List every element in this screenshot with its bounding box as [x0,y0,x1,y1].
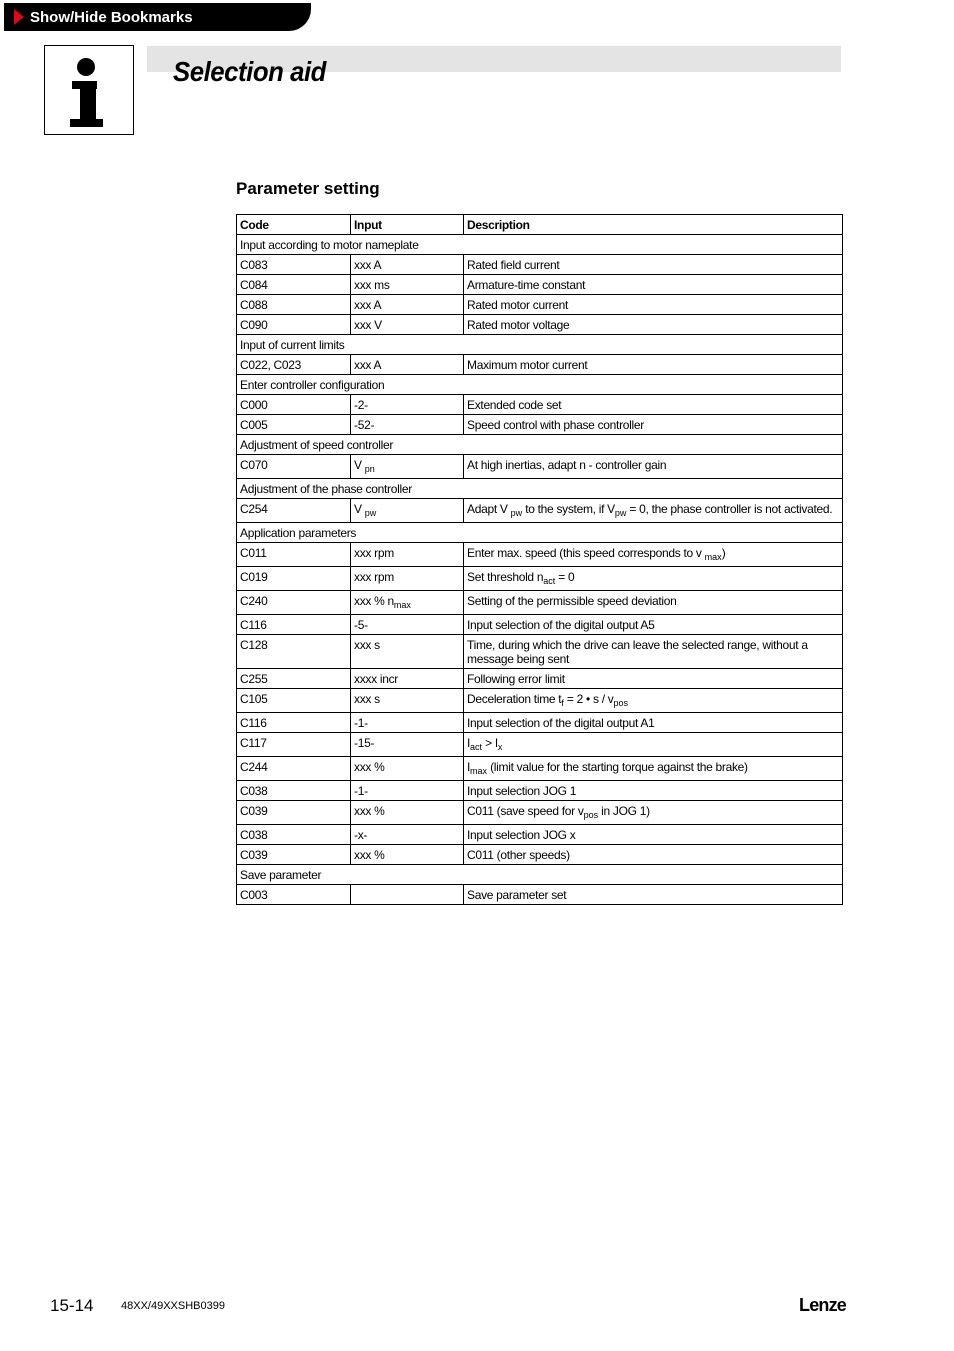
group-label: Application parameters [237,523,843,543]
cell-text: ) [721,546,726,560]
table-group-row [237,523,843,543]
cell-text: Save parameter set [467,888,567,902]
table-row [237,689,843,713]
cell-description [464,689,843,713]
cell-text: Input selection of the digital output A5 [467,618,655,632]
cell-text: xxx V [354,318,382,332]
table-row [237,543,843,567]
cell-input [351,455,464,479]
cell-code: C128 [237,635,351,669]
parameter-table [236,214,843,905]
table-row [237,845,843,865]
table-row [237,567,843,591]
cell-code: C039 [237,801,351,825]
cell-description [464,591,843,615]
subscript: pw [364,508,377,518]
cell-code: C005 [237,415,351,435]
document-id: 48XX/49XXSHB0399 [121,1300,225,1312]
cell-text: Input selection of the digital output A1 [467,716,655,730]
group-label: Save parameter [237,865,843,885]
cell-text: = 2 • s / v [563,692,614,706]
subscript: act [543,576,556,586]
cell-text: Rated field current [467,258,560,272]
cell-description [464,885,843,905]
cell-input [351,591,464,615]
cell-text: to the system, if V [522,502,615,516]
subscript: pos [613,698,628,708]
cell-code: C116 [237,615,351,635]
cell-text: xxx % [354,804,385,818]
table-group-row [237,375,843,395]
cell-text: xxx rpm [354,546,394,560]
cell-description [464,275,843,295]
column-header-code: Code [237,215,351,235]
table-group-row [237,235,843,255]
cell-description [464,635,843,669]
table-row [237,669,843,689]
cell-text: Enter max. speed (this speed corresponds to v [467,546,705,560]
cell-text: C011 (save speed for v [467,804,584,818]
cell-input [351,275,464,295]
cell-text: Adapt V [467,502,511,516]
cell-text: xxx % [354,848,385,862]
cell-text: = 0, the phase controller is not activated. [626,502,833,516]
cell-text: V [354,458,365,472]
cell-text: Armature-time constant [467,278,586,292]
group-label: Adjustment of speed controller [237,435,843,455]
cell-input [351,499,464,523]
table-row [237,395,843,415]
cell-text: -5- [354,618,368,632]
cell-text: At high inertias, adapt n - controller gain [467,458,667,472]
cell-text: I [467,736,471,750]
cell-text: xxx s [354,692,380,706]
cell-text: Setting of the permissible speed deviation [467,594,677,608]
cell-description [464,615,843,635]
cell-description [464,757,843,781]
table-row [237,733,843,757]
cell-code: C083 [237,255,351,275]
cell-description [464,499,843,523]
cell-text: xxx A [354,298,382,312]
cell-input [351,885,464,905]
cell-input [351,757,464,781]
cell-text: C011 (other speeds) [467,848,570,862]
cell-input [351,801,464,825]
show-hide-bookmarks-button[interactable] [4,3,311,31]
cell-code: C254 [237,499,351,523]
cell-text: xxx s [354,638,380,652]
subscript: max [393,600,411,610]
cell-code: C090 [237,315,351,335]
table-row [237,635,843,669]
subscript: pw [614,508,627,518]
cell-input [351,733,464,757]
group-label: Enter controller configuration [237,375,843,395]
cell-code: C022, C023 [237,355,351,375]
cell-text: Rated motor voltage [467,318,570,332]
cell-input [351,669,464,689]
section-heading: Parameter setting [236,179,380,198]
cell-code: C084 [237,275,351,295]
cell-input [351,295,464,315]
cell-text: xxx rpm [354,570,394,584]
group-label: Adjustment of the phase controller [237,479,843,499]
cell-code: C240 [237,591,351,615]
cell-code: C011 [237,543,351,567]
cell-text: xxx ms [354,278,390,292]
cell-text: xxx A [354,358,382,372]
page-number: 15-14 [50,1296,94,1315]
table-row [237,591,843,615]
subscript: x [497,742,503,752]
cell-code: C039 [237,845,351,865]
triangle-right-icon [14,9,24,25]
cell-text: in JOG 1) [598,804,650,818]
cell-description [464,825,843,845]
bookmarks-tab-label: Show/Hide Bookmarks [30,8,193,26]
cell-description [464,295,843,315]
cell-input [351,713,464,733]
cell-text: > I [482,736,498,750]
subscript: max [470,766,488,776]
lenze-logo: Lenze [799,1295,847,1315]
cell-input [351,635,464,669]
cell-text: V [354,502,365,516]
cell-input [351,825,464,845]
cell-description [464,733,843,757]
cell-text: Rated motor current [467,298,569,312]
cell-text: -2- [354,398,368,412]
cell-code: C070 [237,455,351,479]
cell-text: Input selection JOG 1 [467,784,577,798]
cell-input [351,781,464,801]
table-row [237,455,843,479]
cell-input [351,255,464,275]
page-title: Selection aid [173,56,326,87]
cell-description [464,315,843,335]
cell-text: Set threshold n [467,570,544,584]
cell-input [351,543,464,567]
cell-text: -1- [354,716,368,730]
subscript: f [561,698,564,708]
cell-text: Input selection JOG x [467,828,576,842]
cell-input [351,315,464,335]
cell-code: C019 [237,567,351,591]
cell-text: Extended code set [467,398,562,412]
subscript: pn [364,464,375,474]
cell-text: -15- [354,736,375,750]
cell-code: C105 [237,689,351,713]
group-label: Input according to motor nameplate [237,235,843,255]
cell-description [464,781,843,801]
table-header-row [237,215,843,235]
table-group-row [237,435,843,455]
cell-text: Speed control with phase controller [467,418,644,432]
cell-description [464,845,843,865]
table-row [237,415,843,435]
cell-text: Deceleration time t [467,692,562,706]
cell-description [464,395,843,415]
cell-description [464,801,843,825]
cell-description [464,355,843,375]
cell-description [464,669,843,689]
cell-input [351,395,464,415]
table-row [237,275,843,295]
subscript: act [470,742,483,752]
cell-text: Maximum motor current [467,358,588,372]
cell-text: = 0 [555,570,575,584]
table-row [237,499,843,523]
table-row [237,801,843,825]
cell-code: C088 [237,295,351,315]
cell-description [464,255,843,275]
cell-text: I [467,760,471,774]
column-header-description: Description [464,215,843,235]
cell-code: C003 [237,885,351,905]
cell-input [351,415,464,435]
parameter-table-body [237,235,843,905]
cell-input [351,567,464,591]
cell-text: -1- [354,784,368,798]
subscript: pw [510,508,523,518]
cell-text: xxx % [354,760,385,774]
cell-text: xxx % n [354,594,394,608]
cell-text: xxx A [354,258,382,272]
cell-description [464,455,843,479]
table-row [237,315,843,335]
cell-description [464,415,843,435]
table-row [237,255,843,275]
table-row [237,295,843,315]
table-row [237,713,843,733]
cell-description [464,713,843,733]
cell-code: C038 [237,781,351,801]
table-group-row [237,335,843,355]
table-row [237,781,843,801]
cell-text: -52- [354,418,375,432]
group-label: Input of current limits [237,335,843,355]
cell-text: Time, during which the drive can leave the selected range, without a message being sent [467,638,808,666]
cell-code: C116 [237,713,351,733]
cell-code: C000 [237,395,351,415]
cell-description [464,543,843,567]
cell-code: C038 [237,825,351,845]
info-icon [44,45,134,135]
table-row [237,615,843,635]
cell-text: (limit value for the starting torque against the brake) [487,760,748,774]
cell-description [464,567,843,591]
table-row [237,355,843,375]
table-group-row [237,479,843,499]
subscript: pos [583,810,599,820]
cell-input [351,845,464,865]
table-row [237,825,843,845]
cell-text: xxxx incr [354,672,398,686]
cell-text: Following error limit [467,672,565,686]
subscript: max [704,552,722,562]
table-row [237,885,843,905]
info-glyph [45,46,133,134]
cell-input [351,355,464,375]
table-row [237,757,843,781]
table-group-row [237,865,843,885]
column-header-input: Input [351,215,464,235]
cell-input [351,615,464,635]
cell-code: C255 [237,669,351,689]
cell-code: C244 [237,757,351,781]
cell-input [351,689,464,713]
cell-code: C117 [237,733,351,757]
cell-text: -x- [354,828,368,842]
